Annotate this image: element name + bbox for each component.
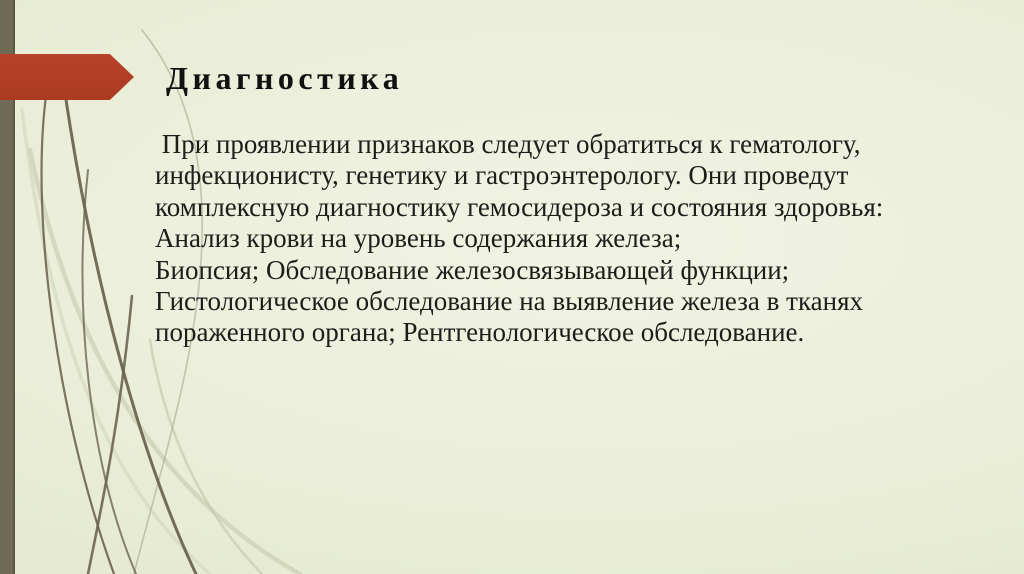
body-line: При проявлении признаков следует обратиться к гематологу, bbox=[155, 129, 861, 159]
body-line: пораженного органа; Рентгенологическое обследование. bbox=[155, 317, 805, 348]
body-line: Анализ крови на уровень содержания железа; bbox=[155, 223, 682, 254]
slide-title: Диагностика bbox=[166, 60, 404, 96]
slide-body bbox=[155, 129, 883, 349]
body-line: комплексную диагностику гемосидероза и состояния здоровья: bbox=[155, 191, 884, 222]
body-line: Гистологическое обследование на выявление железа в тканях bbox=[155, 286, 863, 317]
body-line: инфекционисту, генетику и гастроэнтерологу. Они проведут bbox=[155, 160, 849, 191]
body-line: Биопсия; Обследование железосвязывающей функции; bbox=[155, 254, 790, 285]
title-arrow-marker bbox=[0, 54, 134, 100]
